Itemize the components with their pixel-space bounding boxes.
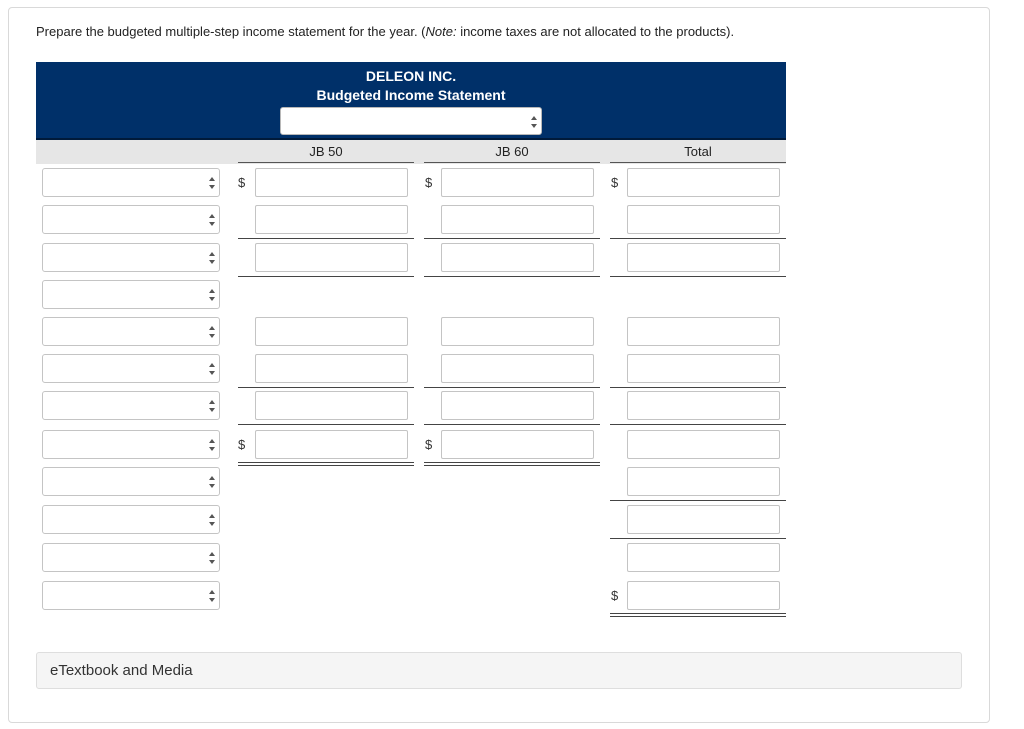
line-item-select[interactable]: [42, 354, 220, 383]
line-item-select[interactable]: [42, 391, 220, 420]
column-underline: [424, 162, 600, 163]
currency-symbol: $: [238, 175, 246, 190]
amount-input-jb50[interactable]: [255, 205, 408, 234]
column-header-total: Total: [684, 144, 712, 159]
total-double-rule: [610, 613, 786, 617]
amount-input-total[interactable]: [627, 168, 780, 197]
select-arrows-icon: [209, 439, 215, 451]
statement-title: Budgeted Income Statement: [316, 87, 506, 103]
etextbook-media-link[interactable]: [36, 652, 962, 689]
subtotal-rule: [424, 424, 600, 425]
line-item-select[interactable]: [42, 467, 220, 496]
total-double-rule: [238, 462, 414, 466]
select-arrows-icon: [209, 177, 215, 189]
column-header-jb60: JB 60: [495, 144, 529, 159]
line-item-select[interactable]: [42, 317, 220, 346]
select-arrows-icon: [209, 214, 215, 226]
column-underline: [610, 162, 786, 163]
amount-input-jb50[interactable]: [255, 317, 408, 346]
amount-input-total[interactable]: [627, 543, 780, 572]
amount-input-jb60[interactable]: [441, 430, 594, 459]
subtotal-rule: [610, 238, 786, 239]
currency-symbol: $: [425, 437, 433, 452]
amount-input-total[interactable]: [627, 505, 780, 534]
amount-input-jb60[interactable]: [441, 205, 594, 234]
subtotal-rule: [424, 238, 600, 239]
amount-input-total[interactable]: [627, 317, 780, 346]
statement-header: [36, 62, 786, 140]
amount-input-jb50[interactable]: [255, 391, 408, 420]
select-arrows-icon: [209, 289, 215, 301]
amount-input-jb60[interactable]: [441, 354, 594, 383]
amount-input-total[interactable]: [627, 581, 780, 610]
subtotal-rule: [610, 424, 786, 425]
subtotal-rule: [424, 276, 600, 277]
subtotal-rule: [610, 500, 786, 501]
line-item-select[interactable]: [42, 505, 220, 534]
line-item-select[interactable]: [42, 430, 220, 459]
amount-input-jb60[interactable]: [441, 168, 594, 197]
select-arrows-icon: [209, 514, 215, 526]
currency-symbol: $: [238, 437, 246, 452]
amount-input-total[interactable]: [627, 205, 780, 234]
subtotal-rule: [424, 387, 600, 388]
amount-input-total[interactable]: [627, 391, 780, 420]
subtotal-rule: [238, 387, 414, 388]
amount-input-jb50[interactable]: [255, 243, 408, 272]
select-arrows-icon: [209, 326, 215, 338]
subtotal-rule: [610, 538, 786, 539]
line-item-select[interactable]: [42, 280, 220, 309]
subtotal-rule: [610, 387, 786, 388]
select-arrows-icon: [209, 476, 215, 488]
line-item-select[interactable]: [42, 243, 220, 272]
select-arrows-icon: [209, 552, 215, 564]
subtotal-rule: [238, 276, 414, 277]
amount-input-jb50[interactable]: [255, 354, 408, 383]
select-arrows-icon: [209, 363, 215, 375]
amount-input-total[interactable]: [627, 467, 780, 496]
amount-input-jb60[interactable]: [441, 391, 594, 420]
subtotal-rule: [610, 276, 786, 277]
line-item-select[interactable]: [42, 168, 220, 197]
currency-symbol: $: [611, 175, 619, 190]
amount-input-total[interactable]: [627, 430, 780, 459]
total-double-rule: [424, 462, 600, 466]
subtotal-rule: [238, 238, 414, 239]
column-header-jb50: JB 50: [309, 144, 343, 159]
company-name: DELEON INC.: [365, 68, 457, 84]
line-item-select[interactable]: [42, 543, 220, 572]
select-arrows-icon: [209, 252, 215, 264]
amount-input-jb60[interactable]: [441, 317, 594, 346]
currency-symbol: $: [425, 175, 433, 190]
amount-input-total[interactable]: [627, 354, 780, 383]
instructions: Prepare the budgeted multiple-step income statement for the year. (Note: income taxes are not allocated to the products).: [36, 24, 735, 39]
line-item-select[interactable]: [42, 205, 220, 234]
currency-symbol: $: [611, 588, 619, 603]
amount-input-jb60[interactable]: [441, 243, 594, 272]
amount-input-jb50[interactable]: [255, 168, 408, 197]
amount-input-jb50[interactable]: [255, 430, 408, 459]
select-arrows-icon: [209, 590, 215, 602]
amount-input-total[interactable]: [627, 243, 780, 272]
period-select[interactable]: [280, 107, 542, 135]
column-underline: [238, 162, 414, 163]
etextbook-media-label: eTextbook and Media: [50, 662, 193, 679]
select-arrows-icon: [209, 400, 215, 412]
line-item-select[interactable]: [42, 581, 220, 610]
select-arrows-icon: [531, 116, 537, 128]
subtotal-rule: [238, 424, 414, 425]
